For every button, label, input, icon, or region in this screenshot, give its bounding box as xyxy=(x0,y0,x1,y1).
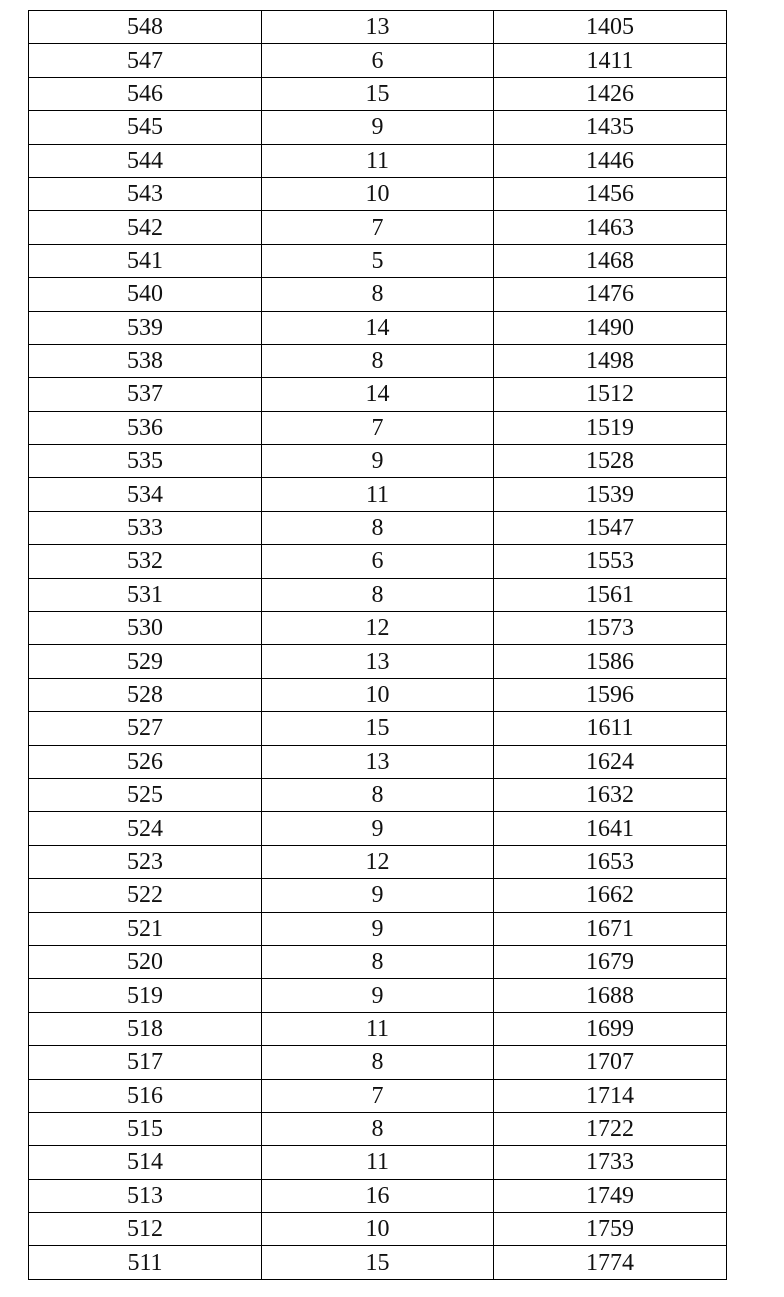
count-cell: 10 xyxy=(262,1213,494,1246)
score-cell: 518 xyxy=(29,1012,262,1045)
cumulative-cell: 1774 xyxy=(494,1246,727,1279)
score-cell: 546 xyxy=(29,77,262,110)
cumulative-cell: 1699 xyxy=(494,1012,727,1045)
cumulative-cell: 1476 xyxy=(494,278,727,311)
score-cell: 528 xyxy=(29,678,262,711)
table-row xyxy=(29,678,727,711)
score-cell: 522 xyxy=(29,879,262,912)
cumulative-cell: 1662 xyxy=(494,879,727,912)
cumulative-cell: 1468 xyxy=(494,244,727,277)
cumulative-cell: 1553 xyxy=(494,545,727,578)
table-row xyxy=(29,478,727,511)
count-cell: 9 xyxy=(262,812,494,845)
score-cell: 538 xyxy=(29,344,262,377)
table-row xyxy=(29,511,727,544)
cumulative-cell: 1426 xyxy=(494,77,727,110)
table-row xyxy=(29,1213,727,1246)
count-cell: 8 xyxy=(262,278,494,311)
table-row xyxy=(29,745,727,778)
score-cell: 539 xyxy=(29,311,262,344)
score-cell: 516 xyxy=(29,1079,262,1112)
score-cell: 540 xyxy=(29,278,262,311)
score-cell: 548 xyxy=(29,11,262,44)
cumulative-cell: 1528 xyxy=(494,445,727,478)
cumulative-cell: 1749 xyxy=(494,1179,727,1212)
cumulative-cell: 1539 xyxy=(494,478,727,511)
cumulative-cell: 1722 xyxy=(494,1112,727,1145)
score-cell: 530 xyxy=(29,612,262,645)
score-cell: 513 xyxy=(29,1179,262,1212)
score-table xyxy=(28,10,727,1280)
score-table-container xyxy=(28,10,726,1280)
table-row xyxy=(29,912,727,945)
score-cell: 527 xyxy=(29,712,262,745)
table-row xyxy=(29,411,727,444)
cumulative-cell: 1561 xyxy=(494,578,727,611)
count-cell: 14 xyxy=(262,311,494,344)
table-row xyxy=(29,545,727,578)
cumulative-cell: 1446 xyxy=(494,144,727,177)
score-cell: 536 xyxy=(29,411,262,444)
table-row xyxy=(29,244,727,277)
count-cell: 11 xyxy=(262,478,494,511)
count-cell: 8 xyxy=(262,511,494,544)
score-cell: 526 xyxy=(29,745,262,778)
count-cell: 5 xyxy=(262,244,494,277)
count-cell: 9 xyxy=(262,111,494,144)
score-cell: 517 xyxy=(29,1046,262,1079)
cumulative-cell: 1463 xyxy=(494,211,727,244)
cumulative-cell: 1624 xyxy=(494,745,727,778)
table-row xyxy=(29,845,727,878)
table-row xyxy=(29,612,727,645)
table-row xyxy=(29,278,727,311)
table-row xyxy=(29,344,727,377)
score-cell: 525 xyxy=(29,778,262,811)
cumulative-cell: 1632 xyxy=(494,778,727,811)
score-cell: 534 xyxy=(29,478,262,511)
cumulative-cell: 1586 xyxy=(494,645,727,678)
cumulative-cell: 1596 xyxy=(494,678,727,711)
cumulative-cell: 1679 xyxy=(494,945,727,978)
count-cell: 13 xyxy=(262,745,494,778)
cumulative-cell: 1512 xyxy=(494,378,727,411)
score-cell: 512 xyxy=(29,1213,262,1246)
table-row xyxy=(29,1079,727,1112)
count-cell: 15 xyxy=(262,1246,494,1279)
count-cell: 10 xyxy=(262,678,494,711)
score-cell: 542 xyxy=(29,211,262,244)
count-cell: 9 xyxy=(262,879,494,912)
count-cell: 16 xyxy=(262,1179,494,1212)
count-cell: 12 xyxy=(262,612,494,645)
score-cell: 520 xyxy=(29,945,262,978)
cumulative-cell: 1456 xyxy=(494,177,727,210)
cumulative-cell: 1611 xyxy=(494,712,727,745)
score-cell: 543 xyxy=(29,177,262,210)
table-row xyxy=(29,1246,727,1279)
count-cell: 6 xyxy=(262,545,494,578)
score-cell: 529 xyxy=(29,645,262,678)
score-cell: 515 xyxy=(29,1112,262,1145)
count-cell: 9 xyxy=(262,912,494,945)
count-cell: 7 xyxy=(262,1079,494,1112)
cumulative-cell: 1641 xyxy=(494,812,727,845)
count-cell: 12 xyxy=(262,845,494,878)
table-row xyxy=(29,378,727,411)
score-cell: 532 xyxy=(29,545,262,578)
count-cell: 8 xyxy=(262,945,494,978)
table-row xyxy=(29,311,727,344)
cumulative-cell: 1411 xyxy=(494,44,727,77)
score-cell: 523 xyxy=(29,845,262,878)
cumulative-cell: 1653 xyxy=(494,845,727,878)
table-row xyxy=(29,979,727,1012)
table-row xyxy=(29,1012,727,1045)
score-cell: 514 xyxy=(29,1146,262,1179)
count-cell: 9 xyxy=(262,445,494,478)
cumulative-cell: 1707 xyxy=(494,1046,727,1079)
table-row xyxy=(29,578,727,611)
count-cell: 15 xyxy=(262,712,494,745)
cumulative-cell: 1519 xyxy=(494,411,727,444)
score-cell: 541 xyxy=(29,244,262,277)
count-cell: 6 xyxy=(262,44,494,77)
count-cell: 8 xyxy=(262,344,494,377)
table-row xyxy=(29,144,727,177)
score-cell: 521 xyxy=(29,912,262,945)
count-cell: 11 xyxy=(262,1146,494,1179)
score-cell: 524 xyxy=(29,812,262,845)
table-row xyxy=(29,645,727,678)
count-cell: 14 xyxy=(262,378,494,411)
cumulative-cell: 1714 xyxy=(494,1079,727,1112)
score-cell: 511 xyxy=(29,1246,262,1279)
table-row xyxy=(29,1112,727,1145)
cumulative-cell: 1688 xyxy=(494,979,727,1012)
table-row xyxy=(29,77,727,110)
table-body xyxy=(29,11,727,1280)
count-cell: 13 xyxy=(262,11,494,44)
score-cell: 544 xyxy=(29,144,262,177)
cumulative-cell: 1435 xyxy=(494,111,727,144)
table-row xyxy=(29,111,727,144)
table-row xyxy=(29,445,727,478)
score-cell: 531 xyxy=(29,578,262,611)
table-row xyxy=(29,778,727,811)
cumulative-cell: 1671 xyxy=(494,912,727,945)
count-cell: 8 xyxy=(262,578,494,611)
count-cell: 8 xyxy=(262,1112,494,1145)
cumulative-cell: 1759 xyxy=(494,1213,727,1246)
count-cell: 8 xyxy=(262,778,494,811)
table-row xyxy=(29,44,727,77)
count-cell: 13 xyxy=(262,645,494,678)
cumulative-cell: 1733 xyxy=(494,1146,727,1179)
cumulative-cell: 1498 xyxy=(494,344,727,377)
score-cell: 537 xyxy=(29,378,262,411)
cumulative-cell: 1573 xyxy=(494,612,727,645)
score-cell: 533 xyxy=(29,511,262,544)
count-cell: 10 xyxy=(262,177,494,210)
cumulative-cell: 1405 xyxy=(494,11,727,44)
table-row xyxy=(29,1146,727,1179)
count-cell: 7 xyxy=(262,211,494,244)
table-row xyxy=(29,211,727,244)
cumulative-cell: 1547 xyxy=(494,511,727,544)
table-row xyxy=(29,879,727,912)
table-row xyxy=(29,1179,727,1212)
table-row xyxy=(29,945,727,978)
count-cell: 8 xyxy=(262,1046,494,1079)
score-cell: 535 xyxy=(29,445,262,478)
count-cell: 7 xyxy=(262,411,494,444)
score-cell: 547 xyxy=(29,44,262,77)
count-cell: 11 xyxy=(262,144,494,177)
score-cell: 519 xyxy=(29,979,262,1012)
table-row xyxy=(29,712,727,745)
score-cell: 545 xyxy=(29,111,262,144)
count-cell: 9 xyxy=(262,979,494,1012)
count-cell: 15 xyxy=(262,77,494,110)
table-row xyxy=(29,177,727,210)
table-row xyxy=(29,812,727,845)
count-cell: 11 xyxy=(262,1012,494,1045)
cumulative-cell: 1490 xyxy=(494,311,727,344)
table-row xyxy=(29,11,727,44)
table-row xyxy=(29,1046,727,1079)
